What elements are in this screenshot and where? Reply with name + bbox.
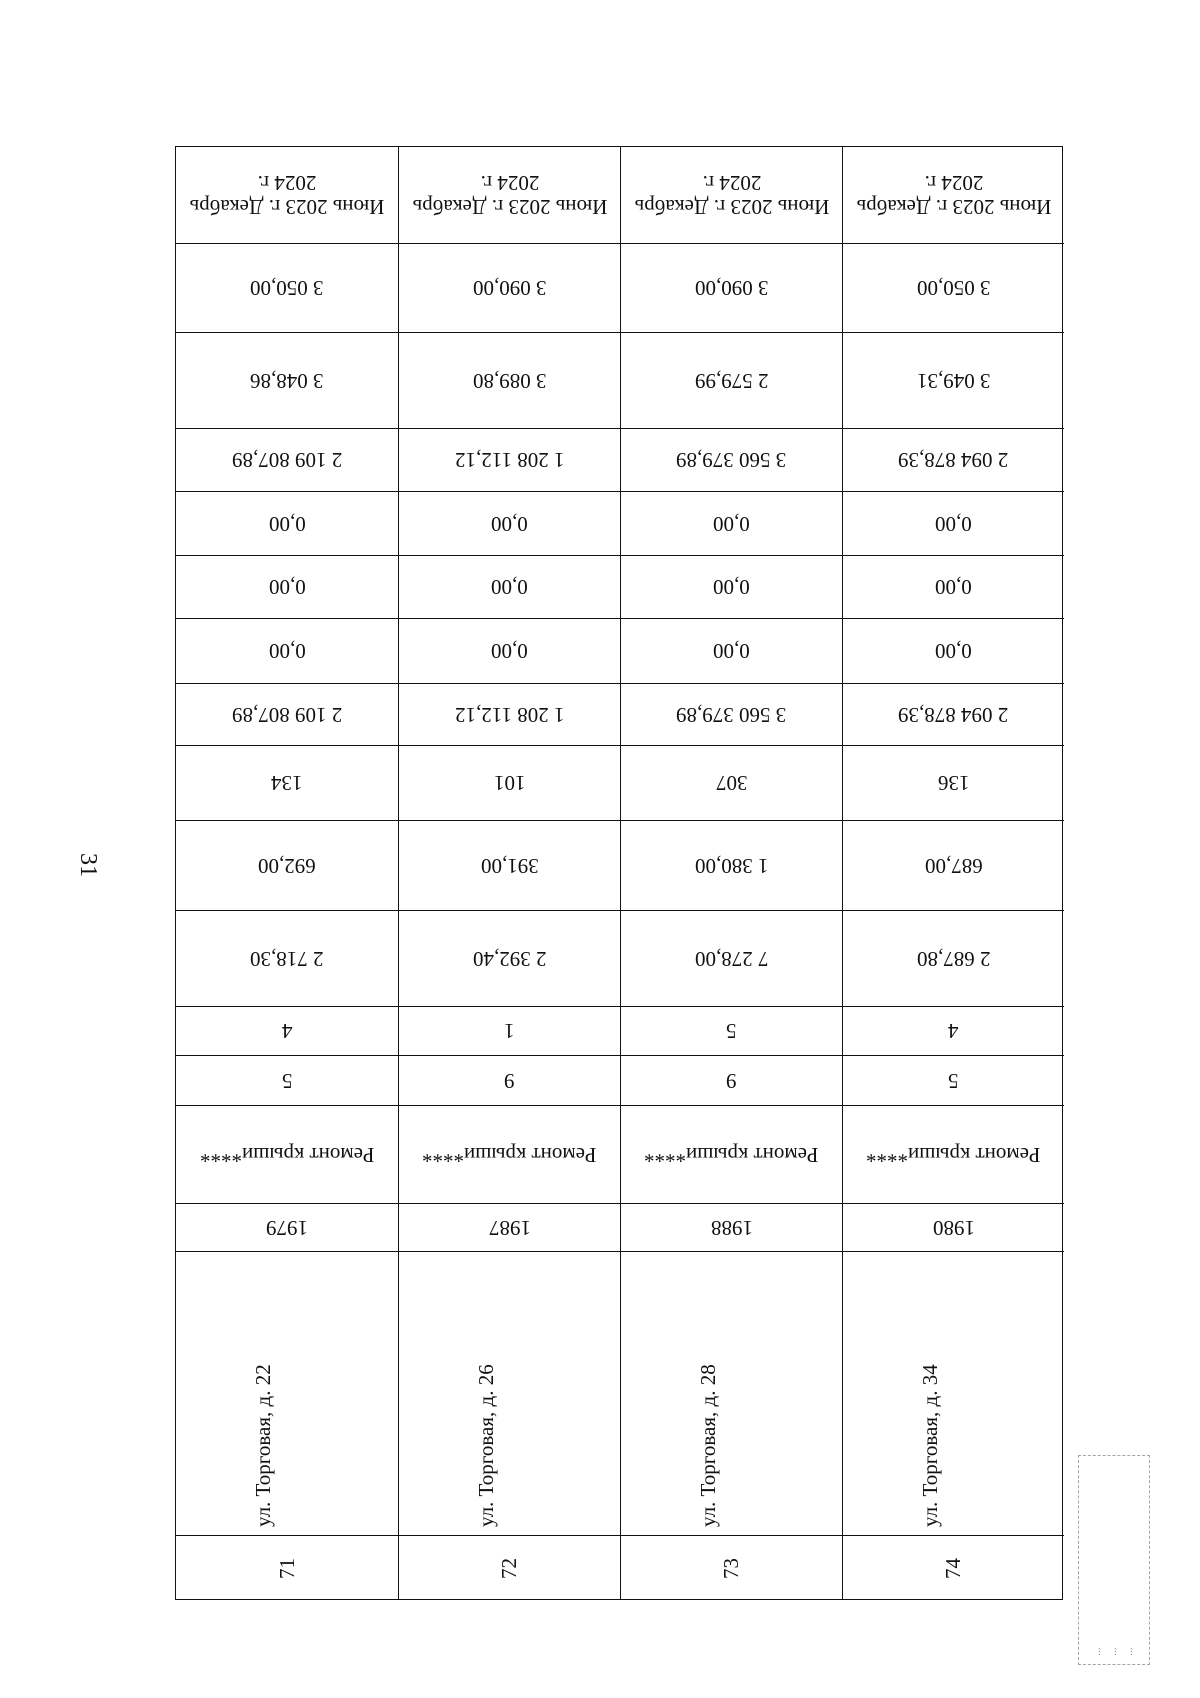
cell-work (176, 1105, 398, 1203)
cell-num (399, 1535, 620, 1601)
area2-text: 391,00 (480, 853, 539, 878)
cell-unit-cost (176, 332, 398, 428)
unit-cost-text: 3 048,86 (250, 368, 324, 393)
residents-text: 101 (493, 771, 526, 795)
fund-a-text: 0,00 (713, 511, 750, 536)
unit-cost-text: 3 049,31 (916, 368, 991, 393)
cell-year (176, 1203, 398, 1251)
stamp-line: ... (1093, 1647, 1103, 1656)
address-text: ул. Торговая, д. 28 (696, 1364, 720, 1527)
total-cost-text: 3 560 379,89 (676, 448, 787, 472)
cell-fund-b (843, 555, 1064, 618)
fund-c-text: 0,00 (491, 639, 528, 663)
cell-num (843, 1535, 1064, 1601)
floors-text: 5 (281, 1068, 293, 1093)
work-text: Ремонт крыши**** (422, 1142, 597, 1167)
period-text: Июнь 2023 г. Декабрь 2024 г. (189, 171, 385, 219)
total-cost-text: 2 094 878,39 (898, 448, 1009, 472)
fund-a-text: 0,00 (935, 511, 972, 536)
cell-fund-b (176, 555, 398, 618)
total-cost-text: 1 208 112,12 (454, 448, 565, 472)
work-text: Ремонт крыши**** (644, 1142, 819, 1167)
fund-b-text: 0,00 (713, 575, 750, 599)
cell-fund-c (621, 618, 842, 683)
entrances-text: 5 (726, 1019, 737, 1043)
year-text: 1979 (266, 1215, 308, 1240)
cell-address (176, 1251, 398, 1535)
cell-period (176, 147, 398, 243)
num-text: 73 (719, 1558, 743, 1579)
cell-entrances (399, 1006, 620, 1055)
area-text: 2 392,40 (472, 946, 547, 971)
area2-text: 687,00 (924, 853, 983, 878)
cell-entrances (176, 1006, 398, 1055)
residents-text: 134 (271, 771, 303, 795)
cell-address (399, 1251, 620, 1535)
cell-fund-a (176, 491, 398, 555)
cell-residents (621, 745, 842, 820)
stamp-line: ... (1109, 1647, 1119, 1656)
cell-num (176, 1535, 398, 1601)
fund-c-text: 0,00 (935, 639, 972, 663)
cell-total-cost (621, 428, 842, 491)
cell-entrances (843, 1006, 1064, 1055)
year-text: 1987 (488, 1215, 531, 1240)
cell-period (621, 147, 842, 243)
residents-text: 136 (937, 771, 970, 795)
cell-work (399, 1105, 620, 1203)
entrances-text: 1 (504, 1019, 515, 1043)
cell-limit-cost (621, 243, 842, 332)
cell-area (399, 910, 620, 1006)
own-funds-text: 2 094 878,39 (898, 702, 1009, 727)
cell-floors (621, 1055, 842, 1105)
stamp-line: ... (1125, 1647, 1135, 1656)
cell-unit-cost (621, 332, 842, 428)
residents-text: 307 (715, 771, 748, 795)
cell-area (843, 910, 1064, 1006)
cell-fund-c (176, 618, 398, 683)
cell-work (621, 1105, 842, 1203)
own-funds-text: 2 109 807,89 (231, 702, 343, 727)
cell-unit-cost (843, 332, 1064, 428)
cell-fund-b (621, 555, 842, 618)
period-text: Июнь 2023 г. Декабрь 2024 г. (412, 171, 607, 219)
area2-text: 692,00 (258, 853, 316, 878)
cell-fund-a (399, 491, 620, 555)
own-funds-text: 1 208 112,12 (454, 702, 565, 727)
cell-area2 (176, 820, 398, 910)
year-text: 1980 (932, 1215, 975, 1240)
cell-own-funds (843, 683, 1064, 745)
period-text: Июнь 2023 г. Декабрь 2024 г. (856, 171, 1051, 219)
period-text: Июнь 2023 г. Декабрь 2024 г. (634, 171, 829, 219)
cell-year (399, 1203, 620, 1251)
stamp (1078, 1455, 1150, 1665)
cell-area (176, 910, 398, 1006)
fund-a-text: 0,00 (268, 511, 306, 536)
fund-a-text: 0,00 (491, 511, 528, 536)
cell-floors (399, 1055, 620, 1105)
address-text: ул. Торговая, д. 34 (918, 1364, 942, 1527)
cell-fund-a (621, 491, 842, 555)
cell-floors (843, 1055, 1064, 1105)
fund-b-text: 0,00 (268, 575, 306, 599)
table (175, 146, 1063, 1600)
limit-cost-text: 3 050,00 (250, 276, 324, 300)
cell-own-funds (176, 683, 398, 745)
num-text: 72 (497, 1558, 521, 1579)
address-text: ул. Торговая, д. 22 (251, 1364, 275, 1527)
cell-unit-cost (399, 332, 620, 428)
page-number: 31 (75, 853, 101, 877)
year-text: 1988 (710, 1215, 753, 1240)
area-text: 2 687,80 (916, 946, 991, 971)
cell-fund-c (843, 618, 1064, 683)
fund-b-text: 0,00 (491, 575, 528, 599)
cell-area2 (621, 820, 842, 910)
num-text: 71 (274, 1558, 299, 1579)
unit-cost-text: 2 579,99 (694, 368, 769, 393)
cell-fund-c (399, 618, 620, 683)
table-row (398, 147, 620, 1599)
cell-year (843, 1203, 1064, 1251)
cell-year (621, 1203, 842, 1251)
cell-limit-cost (399, 243, 620, 332)
cell-total-cost (843, 428, 1064, 491)
cell-limit-cost (843, 243, 1064, 332)
cell-residents (843, 745, 1064, 820)
work-text: Ремонт крыши**** (866, 1142, 1041, 1167)
table-row (842, 147, 1064, 1599)
cell-num (621, 1535, 842, 1601)
cell-own-funds (621, 683, 842, 745)
cell-period (399, 147, 620, 243)
cell-entrances (621, 1006, 842, 1055)
cell-work (843, 1105, 1064, 1203)
entrances-text: 4 (948, 1019, 959, 1043)
cell-fund-a (843, 491, 1064, 555)
floors-text: 5 (948, 1068, 959, 1093)
cell-address (621, 1251, 842, 1535)
area-text: 2 718,30 (250, 946, 324, 971)
cell-period (843, 147, 1064, 243)
limit-cost-text: 3 090,00 (694, 276, 769, 300)
cell-area2 (399, 820, 620, 910)
table-row (176, 147, 398, 1599)
own-funds-text: 3 560 379,89 (676, 702, 787, 727)
unit-cost-text: 3 089,80 (472, 368, 547, 393)
cell-area (621, 910, 842, 1006)
entrances-text: 4 (281, 1019, 293, 1043)
cell-fund-b (399, 555, 620, 618)
cell-area2 (843, 820, 1064, 910)
total-cost-text: 2 109 807,89 (231, 448, 343, 472)
table-row (620, 147, 842, 1599)
floors-text: 9 (504, 1068, 515, 1093)
fund-b-text: 0,00 (935, 575, 972, 599)
floors-text: 9 (726, 1068, 737, 1093)
num-text: 74 (941, 1558, 965, 1579)
cell-residents (176, 745, 398, 820)
cell-residents (399, 745, 620, 820)
fund-c-text: 0,00 (268, 639, 306, 663)
limit-cost-text: 3 050,00 (916, 276, 991, 300)
cell-floors (176, 1055, 398, 1105)
limit-cost-text: 3 090,00 (472, 276, 547, 300)
fund-c-text: 0,00 (713, 639, 750, 663)
cell-limit-cost (176, 243, 398, 332)
cell-own-funds (399, 683, 620, 745)
area-text: 7 278,00 (694, 946, 769, 971)
cell-total-cost (399, 428, 620, 491)
work-text: Ремонт крыши**** (199, 1142, 375, 1167)
address-text: ул. Торговая, д. 26 (474, 1364, 498, 1527)
area2-text: 1 380,00 (694, 853, 769, 878)
cell-address (843, 1251, 1064, 1535)
cell-total-cost (176, 428, 398, 491)
